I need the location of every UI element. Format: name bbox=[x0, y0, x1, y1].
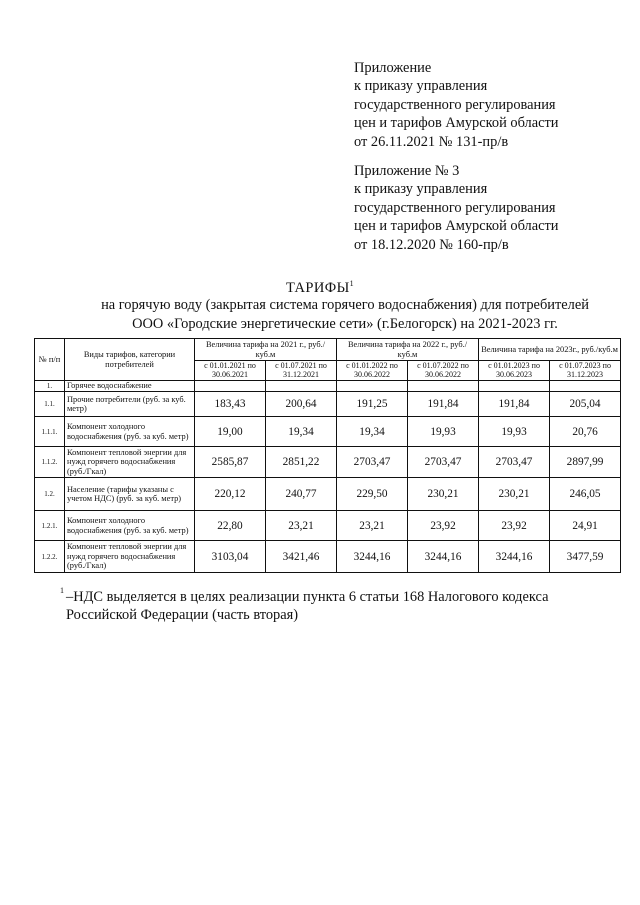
tariff-value: 246,05 bbox=[550, 478, 621, 511]
table-row bbox=[35, 392, 621, 417]
header-year-2022: Величина тарифа на 2022 г., руб./куб.м bbox=[337, 339, 479, 361]
appendix-2-line: Приложение № 3 bbox=[354, 163, 460, 179]
tariff-value: 23,92 bbox=[408, 511, 479, 541]
tariff-value: 205,04 bbox=[550, 392, 621, 417]
tariff-value: 2897,99 bbox=[550, 447, 621, 478]
appendix-2-line: от 18.12.2020 № 160-пр/в bbox=[354, 236, 509, 253]
tariff-value: 2703,47 bbox=[408, 447, 479, 478]
table-header-row bbox=[35, 339, 621, 361]
tariff-value: 23,21 bbox=[266, 511, 337, 541]
header-year-2021: Величина тарифа на 2021 г., руб./куб.м bbox=[195, 339, 337, 361]
footnote-mark: 1 bbox=[60, 586, 64, 595]
tariff-value: 2703,47 bbox=[337, 447, 408, 478]
tariff-value: 3244,16 bbox=[408, 541, 479, 573]
table-row bbox=[35, 417, 621, 447]
tariff-value: 191,84 bbox=[408, 392, 479, 417]
tariff-value: 2851,22 bbox=[266, 447, 337, 478]
row-num: 1.2.2. bbox=[35, 541, 65, 573]
tariff-value: 19,34 bbox=[266, 417, 337, 447]
tariff-value: 24,91 bbox=[550, 511, 621, 541]
footnote bbox=[60, 586, 549, 625]
tariff-value: 19,93 bbox=[408, 417, 479, 447]
tariff-value: 191,84 bbox=[479, 392, 550, 417]
document-subtitle-line-2: ООО «Городские энергетические сети» (г.Белогорск) на 2021-2023 гг. bbox=[132, 316, 558, 332]
table-row bbox=[35, 511, 621, 541]
footnote-line-1: –НДС выделяется в целях реализации пункта 6 статьи 168 Налогового кодекса bbox=[66, 589, 549, 605]
period-header: с 01.01.2023 по 30.06.2023 bbox=[479, 361, 550, 381]
title-footnote-mark: 1 bbox=[349, 279, 355, 288]
tariff-value: 23,92 bbox=[479, 511, 550, 541]
tariff-value: 3244,16 bbox=[479, 541, 550, 573]
tariff-value: 2703,47 bbox=[479, 447, 550, 478]
document-title bbox=[0, 279, 640, 297]
table-row bbox=[35, 478, 621, 511]
tariff-value: 220,12 bbox=[195, 478, 266, 511]
section-num: 1. bbox=[35, 381, 65, 392]
row-label: Компонент тепловой энергии для нужд горячего водоснабжения (руб./Гкал) bbox=[65, 541, 195, 573]
tariff-value: 230,21 bbox=[408, 478, 479, 511]
row-num: 1.1.1. bbox=[35, 417, 65, 447]
table-row bbox=[35, 447, 621, 478]
tariff-value: 183,43 bbox=[195, 392, 266, 417]
tariff-value: 230,21 bbox=[479, 478, 550, 511]
tariff-value: 3477,59 bbox=[550, 541, 621, 573]
row-label: Компонент холодного водоснабжения (руб. за куб. метр) bbox=[65, 417, 195, 447]
tariff-value: 3244,16 bbox=[337, 541, 408, 573]
tariff-value: 229,50 bbox=[337, 478, 408, 511]
tariff-value: 191,25 bbox=[337, 392, 408, 417]
tariff-value: 22,80 bbox=[195, 511, 266, 541]
tariff-value: 240,77 bbox=[266, 478, 337, 511]
appendix-1-line: к приказу управления bbox=[354, 78, 488, 95]
appendix-2-line: к приказу управления bbox=[354, 181, 488, 198]
appendix-1-line: Приложение bbox=[354, 60, 432, 76]
tariff-value: 23,21 bbox=[337, 511, 408, 541]
appendix-2-line: государственного регулирования bbox=[354, 199, 556, 216]
tariff-value: 3103,04 bbox=[195, 541, 266, 573]
header-kind: Виды тарифов, категории потребителей bbox=[65, 339, 195, 381]
tariff-table bbox=[34, 338, 621, 573]
appendix-1-line: от 26.11.2021 № 131-пр/в bbox=[354, 133, 509, 150]
tariff-value: 19,93 bbox=[479, 417, 550, 447]
row-label: Компонент тепловой энергии для нужд горячего водоснабжения (руб./Гкал) bbox=[65, 447, 195, 478]
header-num: № п/п bbox=[35, 339, 65, 381]
appendix-block-1 bbox=[354, 59, 558, 151]
document-title-text: ТАРИФЫ bbox=[285, 280, 350, 296]
row-num: 1.1. bbox=[35, 392, 65, 417]
tariff-value: 19,00 bbox=[195, 417, 266, 447]
tariff-value: 200,64 bbox=[266, 392, 337, 417]
document-subtitle-line-1: на горячую воду (закрытая система горячего водоснабжения) для потребителей bbox=[101, 297, 589, 313]
tariff-value: 3421,46 bbox=[266, 541, 337, 573]
section-label: Горячее водоснабжение bbox=[65, 381, 195, 392]
row-label: Прочие потребители (руб. за куб. метр) bbox=[65, 392, 195, 417]
row-num: 1.1.2. bbox=[35, 447, 65, 478]
appendix-1-line: цен и тарифов Амурской области bbox=[354, 115, 559, 132]
period-header: с 01.01.2021 по 30.06.2021 bbox=[195, 361, 266, 381]
period-header: с 01.01.2022 по 30.06.2022 bbox=[337, 361, 408, 381]
table-row bbox=[35, 541, 621, 573]
period-header: с 01.07.2023 по 31.12.2023 bbox=[550, 361, 621, 381]
footnote-line-2: Российской Федерации (часть вторая) bbox=[66, 607, 299, 624]
tariff-value: 2585,87 bbox=[195, 447, 266, 478]
row-label: Население (тарифы указаны с учетом НДС) (руб. за куб. метр) bbox=[65, 478, 195, 511]
appendix-2-line: цен и тарифов Амурской области bbox=[354, 218, 559, 235]
appendix-1-line: государственного регулирования bbox=[354, 96, 556, 113]
period-header: с 01.07.2022 по 30.06.2022 bbox=[408, 361, 479, 381]
row-label: Компонент холодного водоснабжения (руб. за куб. метр) bbox=[65, 511, 195, 541]
tariff-value: 20,76 bbox=[550, 417, 621, 447]
period-header: с 01.07.2021 по 31.12.2021 bbox=[266, 361, 337, 381]
row-num: 1.2. bbox=[35, 478, 65, 511]
table-section-row bbox=[35, 381, 621, 392]
appendix-block-2 bbox=[354, 162, 558, 254]
tariff-value: 19,34 bbox=[337, 417, 408, 447]
row-num: 1.2.1. bbox=[35, 511, 65, 541]
header-year-2023: Величина тарифа на 2023г., руб./куб.м bbox=[479, 339, 621, 361]
